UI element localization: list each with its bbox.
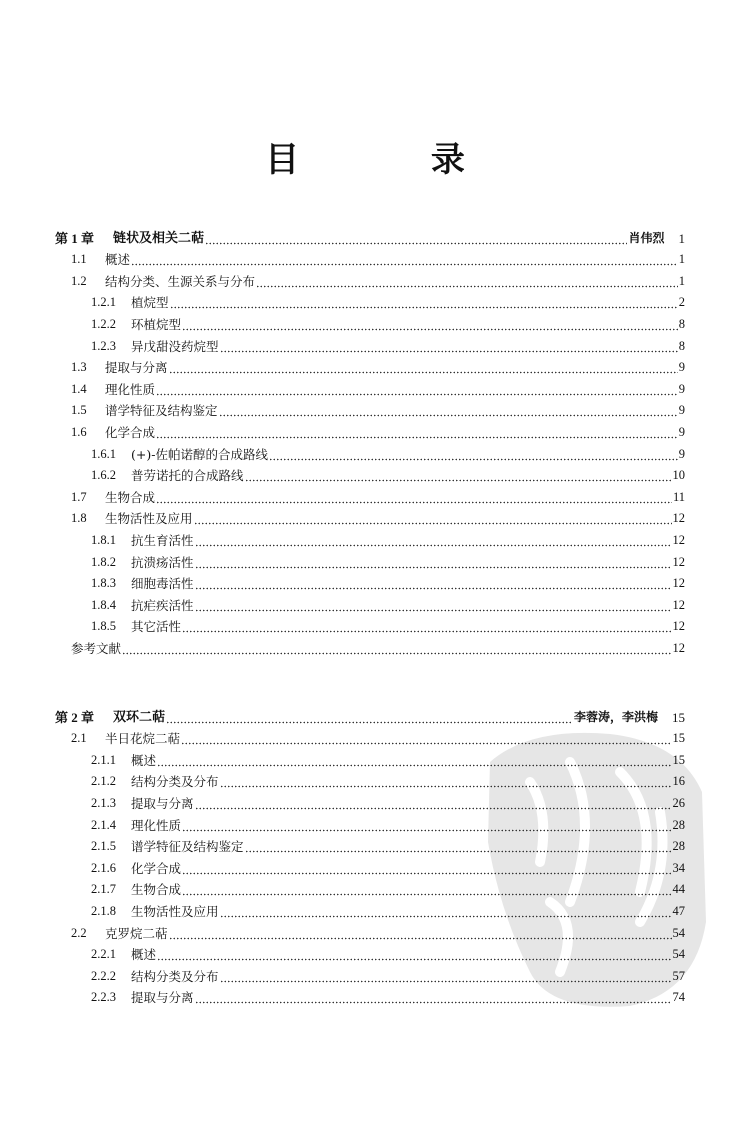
toc-entry[interactable]: [55, 267, 685, 289]
section-title: 生物合成: [105, 489, 156, 505]
toc-entry[interactable]: [55, 462, 685, 484]
toc-entry[interactable]: [55, 526, 685, 548]
page-number: 57: [672, 968, 685, 983]
toc-entry[interactable]: [55, 746, 685, 768]
section-number: 1.6.2: [91, 468, 116, 483]
section-number: 1.7: [71, 489, 87, 504]
toc-entry[interactable]: [55, 789, 685, 811]
section-number: 2.1.8: [91, 903, 116, 918]
page-number: 8: [678, 316, 685, 331]
dot-leader: [195, 990, 672, 1005]
toc-entry[interactable]: [55, 548, 685, 570]
toc-entry[interactable]: [55, 570, 685, 592]
section-number: 2.2.3: [91, 990, 116, 1005]
page-number: 1: [678, 273, 685, 288]
page-number: 9: [678, 424, 685, 439]
toc-entry[interactable]: [55, 962, 685, 984]
page-number: 74: [672, 990, 685, 1005]
dot-leader: [256, 274, 678, 289]
dot-leader: [166, 710, 573, 725]
dot-leader: [157, 947, 671, 962]
section-title: (+)-佐帕诺醇的合成路线: [131, 446, 268, 462]
page-number: 12: [672, 554, 685, 569]
section-title: 概述: [131, 947, 157, 963]
dot-leader: [220, 339, 678, 354]
dot-leader: [220, 969, 672, 984]
toc-entry[interactable]: [55, 833, 685, 855]
dot-leader: [195, 598, 672, 613]
section-title: 提取与分离: [131, 795, 194, 811]
dot-leader: [182, 317, 678, 332]
chapter-title: 链状及相关二萜: [113, 230, 205, 246]
toc-entry[interactable]: [55, 876, 685, 898]
section-title: 结构分类、生源关系与分布: [105, 273, 256, 289]
section-title: 概述: [105, 252, 131, 268]
section-number: 2.1.3: [91, 795, 116, 810]
toc-entry[interactable]: [55, 768, 685, 790]
section-number: 1.3: [71, 360, 87, 375]
section-number: 2.2: [71, 925, 87, 940]
section-number: 1.8.1: [91, 532, 116, 547]
dot-leader: [170, 295, 678, 310]
chapter-label: 第 1 章: [55, 230, 95, 246]
section-title: 理化性质: [105, 381, 156, 397]
section-title: 其它活性: [131, 619, 182, 635]
toc-entry[interactable]: [55, 332, 685, 354]
page-number: 34: [672, 860, 685, 875]
section-title: 细胞毒活性: [131, 576, 194, 592]
section-number: 2.2.2: [91, 968, 116, 983]
section-title: 结构分类及分布: [131, 968, 219, 984]
dot-leader: [220, 774, 672, 789]
toc-entry[interactable]: [55, 941, 685, 963]
section-number: 2.1.1: [91, 752, 116, 767]
page-number: 26: [672, 795, 685, 810]
toc-entry[interactable]: [55, 984, 685, 1006]
page-number: 12: [672, 511, 685, 526]
page-number: 15: [672, 709, 685, 725]
toc-entry[interactable]: [55, 613, 685, 635]
section-number: 1.8.5: [91, 619, 116, 634]
page-number: 9: [678, 403, 685, 418]
dot-leader: [195, 796, 672, 811]
dot-leader: [169, 360, 678, 375]
section-title: 化学合成: [105, 424, 156, 440]
section-title: 提取与分离: [131, 990, 194, 1006]
page-number: 54: [672, 947, 685, 962]
dot-leader: [219, 403, 678, 418]
page-number: 16: [672, 774, 685, 789]
toc-entry[interactable]: [55, 440, 685, 462]
section-number: 2.1.4: [91, 817, 116, 832]
section-number: 1.8.3: [91, 576, 116, 591]
section-number: 1.8: [71, 511, 87, 526]
toc-entry[interactable]: [55, 919, 685, 941]
section-number: 1.1: [71, 252, 87, 267]
page-number: 9: [678, 360, 685, 375]
dot-leader: [156, 490, 672, 505]
section-title: 异戊甜没药烷型: [131, 338, 219, 354]
dot-leader: [122, 641, 671, 656]
dot-leader: [181, 731, 671, 746]
page-number: 28: [672, 839, 685, 854]
dot-leader: [131, 252, 678, 267]
page-number: 9: [678, 446, 685, 461]
chapter-1: [55, 224, 685, 656]
page-number: 44: [672, 882, 685, 897]
page-number: 47: [672, 903, 685, 918]
dot-leader: [182, 619, 671, 634]
chapter-authors: 李蓉涛，李洪梅: [573, 709, 658, 724]
section-title: 谱学特征及结构鉴定: [105, 403, 218, 419]
section-number: 1.6: [71, 424, 87, 439]
section-number: 1.6.1: [91, 446, 116, 461]
section-title: 结构分类及分布: [131, 774, 219, 790]
toc-entry[interactable]: [55, 310, 685, 332]
toc-entry[interactable]: [55, 811, 685, 833]
page-number: 28: [672, 817, 685, 832]
chapter-authors: 肖伟烈: [628, 230, 665, 245]
toc-entry[interactable]: [55, 591, 685, 613]
toc-entry[interactable]: [55, 246, 685, 268]
page-number: 15: [672, 731, 685, 746]
dot-leader: [182, 882, 671, 897]
page-number: 12: [672, 597, 685, 612]
section-number: 1.2: [71, 273, 87, 288]
page-number: 2: [678, 295, 685, 310]
section-title: 环植烷型: [131, 316, 182, 332]
section-number: 1.8.4: [91, 597, 116, 612]
page-number: 11: [672, 489, 685, 504]
section-number: 1.4: [71, 381, 87, 396]
page-number: 54: [672, 925, 685, 940]
section-title: 化学合成: [131, 860, 182, 876]
chapter-title: 双环二萜: [113, 709, 166, 725]
section-title: 参考文献: [71, 640, 122, 656]
section-title: 抗疟疾活性: [131, 597, 194, 613]
section-title: 生物活性及应用: [131, 903, 219, 919]
section-number: 1.5: [71, 403, 87, 418]
section-title: 半日花烷二萜: [105, 731, 181, 747]
toc-entry[interactable]: [55, 854, 685, 876]
dot-leader: [269, 447, 678, 462]
section-title: 克罗烷二萜: [105, 925, 168, 941]
section-title: 概述: [131, 752, 157, 768]
section-title: 理化性质: [131, 817, 182, 833]
page-title: 目 录: [265, 140, 525, 180]
toc-entry[interactable]: [55, 725, 685, 747]
dot-leader: [195, 576, 672, 591]
section-number: 2.1.2: [91, 774, 116, 789]
toc-entry[interactable]: [55, 375, 685, 397]
toc-entry[interactable]: [55, 354, 685, 376]
chapter-heading[interactable]: [55, 224, 685, 246]
section-title: 抗生育活性: [131, 532, 194, 548]
dot-leader: [157, 753, 671, 768]
chapter-2: [55, 703, 685, 1005]
dot-leader: [195, 533, 672, 548]
toc-entry[interactable]: [55, 483, 685, 505]
page-number: 12: [672, 640, 685, 655]
page-number: 10: [672, 468, 685, 483]
dot-leader: [169, 926, 672, 941]
section-number: 2.1.6: [91, 860, 116, 875]
dot-leader: [182, 818, 671, 833]
chapter-heading[interactable]: [55, 703, 685, 725]
section-number: 2.1.5: [91, 839, 116, 854]
section-number: 1.2.1: [91, 295, 116, 310]
toc-entry[interactable]: [55, 634, 685, 656]
section-number: 2.1: [71, 731, 87, 746]
section-title: 生物活性及应用: [105, 511, 193, 527]
toc-entry[interactable]: [55, 505, 685, 527]
page-number: 12: [672, 532, 685, 547]
page-number: 12: [672, 619, 685, 634]
section-number: 2.1.7: [91, 882, 116, 897]
section-number: 2.2.1: [91, 947, 116, 962]
chapter-label: 第 2 章: [55, 709, 95, 725]
page-number: 9: [678, 381, 685, 396]
page-number: 15: [672, 752, 685, 767]
section-title: 抗溃疡活性: [131, 554, 194, 570]
section-number: 1.2.3: [91, 338, 116, 353]
dot-leader: [245, 468, 672, 483]
page-number: 1: [678, 230, 685, 246]
section-title: 谱学特征及结构鉴定: [131, 839, 244, 855]
dot-leader: [182, 861, 671, 876]
section-title: 提取与分离: [105, 360, 168, 376]
dot-leader: [220, 904, 672, 919]
dot-leader: [156, 425, 678, 440]
page-number: 8: [678, 338, 685, 353]
toc-entry[interactable]: [55, 397, 685, 419]
page-number: 1: [678, 252, 685, 267]
toc-entry[interactable]: [55, 289, 685, 311]
section-title: 普劳诺托的合成路线: [131, 468, 244, 484]
dot-leader: [205, 231, 627, 246]
dot-leader: [194, 511, 672, 526]
dot-leader: [195, 555, 672, 570]
dot-leader: [156, 382, 678, 397]
section-number: 1.2.2: [91, 316, 116, 331]
toc-entry[interactable]: [55, 897, 685, 919]
dot-leader: [245, 839, 672, 854]
section-number: 1.8.2: [91, 554, 116, 569]
page-number: 12: [672, 576, 685, 591]
toc-entry[interactable]: [55, 418, 685, 440]
section-title: 生物合成: [131, 882, 182, 898]
section-title: 植烷型: [131, 295, 169, 311]
